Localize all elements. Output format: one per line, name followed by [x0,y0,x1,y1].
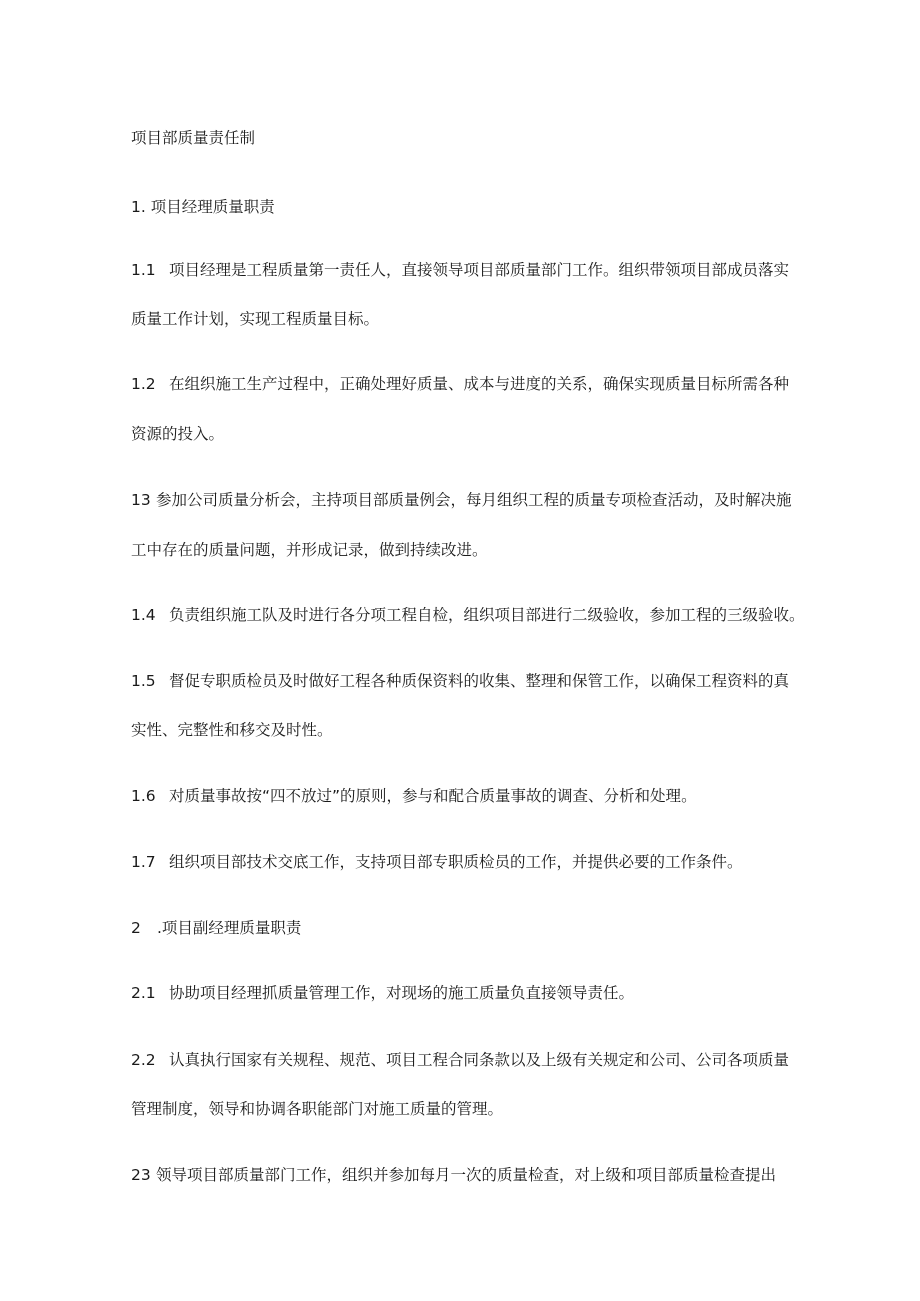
paragraph-1-6-line-1: 1.6 对质量事故按“四不放过”的原则，参与和配合质量事故的调查、分析和处理。 [131,787,697,805]
paragraph-1-1-line-1: 1.1 项目经理是工程质量第一责任人，直接领导项目部质量部门工作。组织带领项目部成员落实 [131,261,790,279]
paragraph-1-5-line-1: 1.5 督促专职质检员及时做好工程各种质保资料的收集、整理和保管工作，以确保工程资料的真 [131,672,790,690]
document-title: 项目部质量责任制 [131,129,256,147]
paragraph-1-2-line-1: 1.2 在组织施工生产过程中，正确处理好质量、成本与进度的关系，确保实现质量目标所需各种 [131,375,790,393]
paragraph-1-5-line-2: 实性、完整性和移交及时性。 [131,721,333,739]
paragraph-1-2-line-2: 资源的投入。 [131,425,225,443]
paragraph-2-3-line-1: 23 领导项目部质量部门工作，组织并参加每月一次的质量检查，对上级和项目部质量检查提出 [131,1166,777,1184]
paragraph-2-1-line-1: 2.1 协助项目经理抓质量管理工作，对现场的施工质量负直接领导责任。 [131,984,635,1002]
paragraph-1-1-line-2: 质量工作计划，实现工程质量目标。 [131,310,380,328]
paragraph-2-2-line-1: 2.2 认真执行国家有关规程、规范、项目工程合同条款以及上级有关规定和公司、公司各项质量 [131,1051,790,1069]
paragraph-1-3-line-2: 工中存在的质量问题，并形成记录，做到持续改进。 [131,541,488,559]
section-heading-1: 1. 项目经理质量职责 [131,198,275,216]
paragraph-1-7-line-1: 1.7 组织项目部技术交底工作，支持项目部专职质检员的工作，并提供必要的工作条件。 [131,853,743,871]
section-heading-2: 2 .项目副经理质量职责 [131,919,302,937]
paragraph-1-4-line-1: 1.4 负责组织施工队及时进行各分项工程自检，组织项目部进行二级验收，参加工程的三级验收。 [131,606,805,624]
paragraph-1-3-line-1: 13 参加公司质量分析会，主持项目部质量例会，每月组织工程的质量专项检查活动，及时解决施 [131,491,792,509]
paragraph-2-2-line-2: 管理制度，领导和协调各职能部门对施工质量的管理。 [131,1100,504,1118]
